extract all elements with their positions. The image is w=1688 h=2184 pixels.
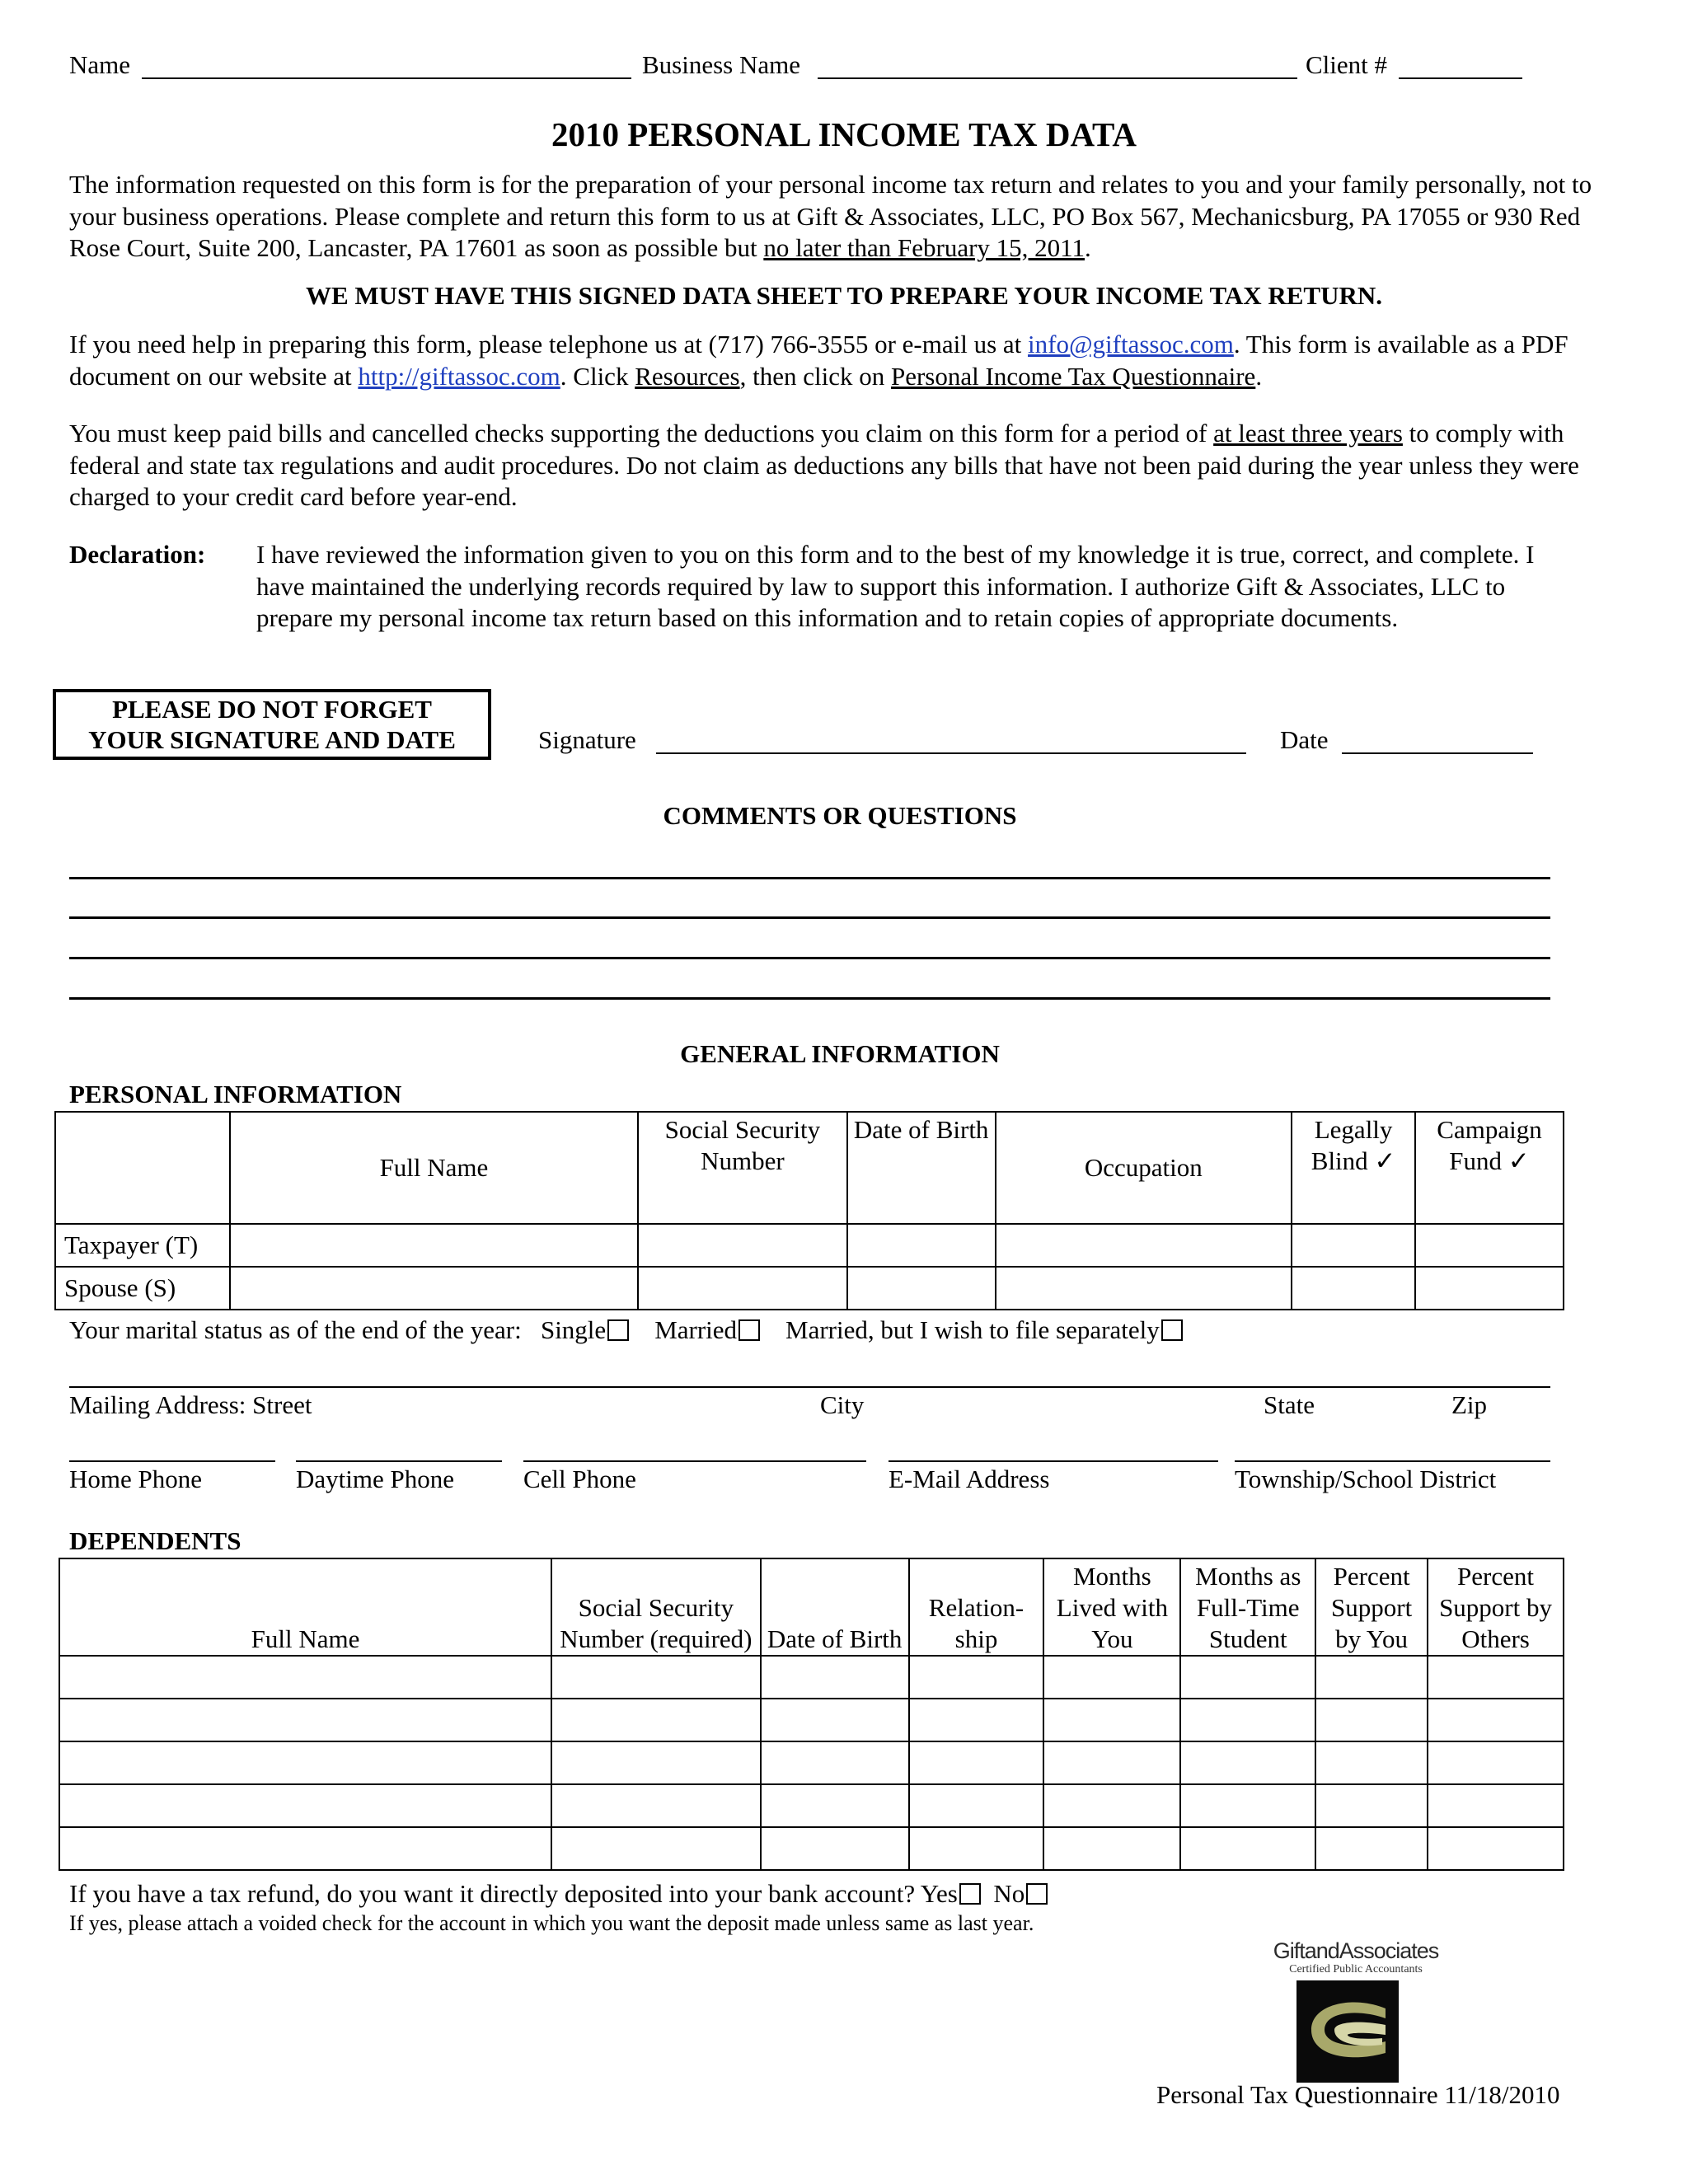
comment-line[interactable]: [69, 877, 1550, 879]
separately-label: Married, but I wish to file separately: [785, 1315, 1160, 1344]
signature-label: Signature: [538, 725, 636, 754]
cell-phone-label: Cell Phone: [523, 1465, 636, 1493]
header-dob: Date of Birth: [847, 1112, 996, 1224]
table-row: [59, 1699, 1564, 1741]
table-cell[interactable]: [1292, 1267, 1415, 1310]
dep-header-support-you: Percent Support by You: [1315, 1558, 1428, 1656]
table-cell[interactable]: [1428, 1784, 1564, 1827]
declaration-text: I have reviewed the information given to you on this form and to the best of my knowledge it is true, correct, and complete. I have maintained the underlying records required by law to support this information. I authorize Gift & Associates, LLC to prepare my personal income tax return based on this information and to retain copies of appropriate documents.: [256, 540, 1535, 632]
table-row: [59, 1741, 1564, 1784]
records-paragraph: You must keep paid bills and cancelled checks supporting the deductions you claim on this form for a period of at least three years to comply with federal and state tax regulations and audit procedures. Do not claim as deductions any bills that have not been paid during the year unless they were charged to your credit card before year-end.: [69, 419, 1579, 511]
home-phone-field[interactable]: [69, 1460, 275, 1462]
home-phone-label: Home Phone: [69, 1465, 203, 1493]
row-spouse-label: Spouse (S): [55, 1267, 230, 1310]
table-cell[interactable]: [551, 1827, 761, 1870]
table-cell[interactable]: [1043, 1656, 1180, 1699]
header-campaign-fund: Campaign Fund ✓: [1415, 1112, 1564, 1224]
table-cell[interactable]: [1428, 1656, 1564, 1699]
business-name-label: Business Name: [642, 50, 801, 79]
table-cell[interactable]: [761, 1741, 909, 1784]
refund-row: [69, 1878, 1048, 1910]
township-label: Township/School District: [1235, 1465, 1497, 1493]
website-link[interactable]: http://giftassoc.com: [358, 361, 560, 391]
refund-yes-checkbox[interactable]: [959, 1883, 981, 1905]
cell-phone-field[interactable]: [523, 1460, 866, 1462]
refund-question: If you have a tax refund, do you want it directly deposited into your bank account? Yes: [69, 1879, 958, 1908]
must-have-notice: WE MUST HAVE THIS SIGNED DATA SHEET TO PREPARE YOUR INCOME TAX RETURN.: [305, 281, 1382, 310]
table-cell[interactable]: [761, 1827, 909, 1870]
signature-reminder-box: [53, 689, 491, 760]
email-label: E-Mail Address: [889, 1465, 1050, 1493]
table-cell[interactable]: [1315, 1827, 1428, 1870]
table-cell[interactable]: [909, 1741, 1044, 1784]
logo-emblem-icon: [1296, 1980, 1399, 2083]
table-cell[interactable]: [551, 1699, 761, 1741]
table-cell[interactable]: [909, 1784, 1044, 1827]
table-cell[interactable]: [1180, 1827, 1315, 1870]
dependents-table: [59, 1558, 1564, 1871]
table-cell[interactable]: [59, 1827, 551, 1870]
table-cell[interactable]: [551, 1741, 761, 1784]
table-row: [59, 1827, 1564, 1870]
table-cell[interactable]: [909, 1656, 1044, 1699]
table-cell[interactable]: [847, 1267, 996, 1310]
logo-tagline: Certified Public Accountants: [1289, 1963, 1423, 1975]
footer-text: Personal Tax Questionnaire 11/18/2010: [1156, 2080, 1560, 2109]
signature-field[interactable]: [656, 752, 1246, 754]
table-cell[interactable]: [1180, 1784, 1315, 1827]
table-cell[interactable]: [638, 1224, 847, 1267]
table-cell[interactable]: [761, 1784, 909, 1827]
single-checkbox[interactable]: [607, 1319, 629, 1341]
resources-text: Resources: [635, 361, 740, 391]
dep-header-relationship: Relation-ship: [909, 1558, 1044, 1656]
name-label: Name: [69, 50, 131, 79]
questionnaire-text: Personal Income Tax Questionnaire: [890, 361, 1256, 391]
table-cell[interactable]: [1043, 1741, 1180, 1784]
table-cell[interactable]: [1043, 1827, 1180, 1870]
dep-header-ssn: Social Security Number (required): [551, 1558, 761, 1656]
refund-no-label: No: [993, 1879, 1025, 1908]
date-field[interactable]: [1342, 752, 1533, 754]
married-checkbox[interactable]: [738, 1319, 760, 1341]
table-cell[interactable]: [551, 1656, 761, 1699]
comments-title: COMMENTS OR QUESTIONS: [663, 801, 1017, 830]
zip-label: Zip: [1451, 1390, 1488, 1419]
city-label: City: [820, 1390, 865, 1419]
comment-line[interactable]: [69, 957, 1550, 959]
table-cell[interactable]: [1315, 1741, 1428, 1784]
table-cell[interactable]: [761, 1699, 909, 1741]
daytime-phone-label: Daytime Phone: [296, 1465, 454, 1493]
header-legally-blind: Legally Blind ✓: [1292, 1112, 1415, 1224]
header-ssn: Social Security Number: [638, 1112, 847, 1224]
township-field[interactable]: [1235, 1460, 1550, 1462]
table-row: [59, 1656, 1564, 1699]
table-cell[interactable]: [1415, 1224, 1564, 1267]
married-label: Married: [654, 1315, 738, 1344]
dep-header-dob: Date of Birth: [761, 1558, 909, 1656]
table-cell[interactable]: [59, 1656, 551, 1699]
header-full-name: Full Name: [230, 1112, 638, 1224]
table-cell[interactable]: [59, 1784, 551, 1827]
table-cell[interactable]: [230, 1267, 638, 1310]
period-text: at least three years: [1213, 419, 1403, 448]
table-cell[interactable]: [551, 1784, 761, 1827]
declaration-label: Declaration:: [69, 540, 206, 569]
comment-line[interactable]: [69, 916, 1550, 919]
table-corner: [55, 1112, 230, 1224]
table-cell[interactable]: [1043, 1699, 1180, 1741]
table-cell[interactable]: [1180, 1656, 1315, 1699]
table-cell[interactable]: [761, 1656, 909, 1699]
table-cell[interactable]: [1315, 1784, 1428, 1827]
dep-header-full-name: Full Name: [59, 1558, 551, 1656]
page-title: 2010 PERSONAL INCOME TAX DATA: [551, 115, 1137, 153]
client-number-field[interactable]: [1399, 77, 1522, 79]
dep-header-support-others: Percent Support by Others: [1428, 1558, 1564, 1656]
refund-note: If yes, please attach a voided check for the account in which you want the deposit made unless same as last year.: [69, 1911, 1034, 1935]
table-cell[interactable]: [230, 1224, 638, 1267]
deadline-text: no later than February 15, 2011: [763, 233, 1085, 262]
help-paragraph: If you need help in preparing this form, please telephone us at (717) 766-3555 or e-mail us at info@giftassoc.com. This form is available as a PDF document on our website at http://giftassoc.com. Click Resources, then click on Personal Income Tax Questionnaire.: [69, 330, 1568, 391]
client-number-label: Client #: [1306, 50, 1388, 79]
address-field[interactable]: [69, 1386, 1550, 1388]
company-logo: [1220, 1938, 1492, 1976]
dep-header-months-student: Months as Full-Time Student: [1180, 1558, 1315, 1656]
table-cell[interactable]: [1428, 1699, 1564, 1741]
business-name-field[interactable]: [818, 77, 1297, 79]
table-row: [59, 1784, 1564, 1827]
table-cell[interactable]: [1043, 1784, 1180, 1827]
dependents-title: DEPENDENTS: [69, 1526, 241, 1555]
table-cell[interactable]: [1315, 1699, 1428, 1741]
table-cell[interactable]: [996, 1267, 1292, 1310]
separately-checkbox[interactable]: [1161, 1319, 1183, 1341]
table-cell[interactable]: [1315, 1656, 1428, 1699]
reminder-line-1: PLEASE DO NOT FORGET: [112, 695, 432, 724]
table-cell[interactable]: [1180, 1741, 1315, 1784]
daytime-phone-field[interactable]: [296, 1460, 502, 1462]
table-cell[interactable]: [909, 1699, 1044, 1741]
marital-status-row: [69, 1315, 1183, 1346]
table-cell[interactable]: [847, 1224, 996, 1267]
table-cell[interactable]: [909, 1827, 1044, 1870]
email-field[interactable]: [889, 1460, 1218, 1462]
intro-paragraph: The information requested on this form is for the preparation of your personal income tax return and relates to you and your family personally, not to your business operations. Please complete and return this form to us at Gift & Associates, LLC, PO Box 567, Mechanicsburg, PA 17055 or 930 Red Rose Court, Suite 200, Lancaster, PA 17601 as soon as possible but no later than February 15, 2011.: [69, 170, 1592, 262]
table-cell[interactable]: [638, 1267, 847, 1310]
comment-line[interactable]: [69, 997, 1550, 1000]
name-field[interactable]: [142, 77, 631, 79]
general-info-title: GENERAL INFORMATION: [680, 1039, 1000, 1068]
date-label: Date: [1280, 725, 1329, 754]
email-link[interactable]: info@giftassoc.com: [1028, 330, 1234, 359]
refund-no-checkbox[interactable]: [1026, 1883, 1048, 1905]
personal-info-title: PERSONAL INFORMATION: [69, 1080, 402, 1108]
state-label: State: [1264, 1390, 1315, 1419]
table-cell[interactable]: [996, 1224, 1292, 1267]
logo-name: GiftandAssociates: [1273, 1938, 1439, 1963]
street-label: Mailing Address: Street: [69, 1390, 312, 1419]
table-cell[interactable]: [59, 1699, 551, 1741]
row-taxpayer-label: Taxpayer (T): [55, 1224, 230, 1267]
table-cell[interactable]: [1415, 1267, 1564, 1310]
header-occupation: Occupation: [996, 1112, 1292, 1224]
table-cell[interactable]: [1180, 1699, 1315, 1741]
marital-status-label: Your marital status as of the end of the year:: [69, 1315, 522, 1344]
table-cell[interactable]: [59, 1741, 551, 1784]
single-label: Single: [540, 1315, 607, 1344]
dep-header-months-lived: Months Lived with You: [1043, 1558, 1180, 1656]
reminder-line-2: YOUR SIGNATURE AND DATE: [88, 725, 456, 754]
table-cell[interactable]: [1428, 1827, 1564, 1870]
table-cell[interactable]: [1292, 1224, 1415, 1267]
personal-info-table: [54, 1111, 1564, 1310]
table-cell[interactable]: [1428, 1741, 1564, 1784]
